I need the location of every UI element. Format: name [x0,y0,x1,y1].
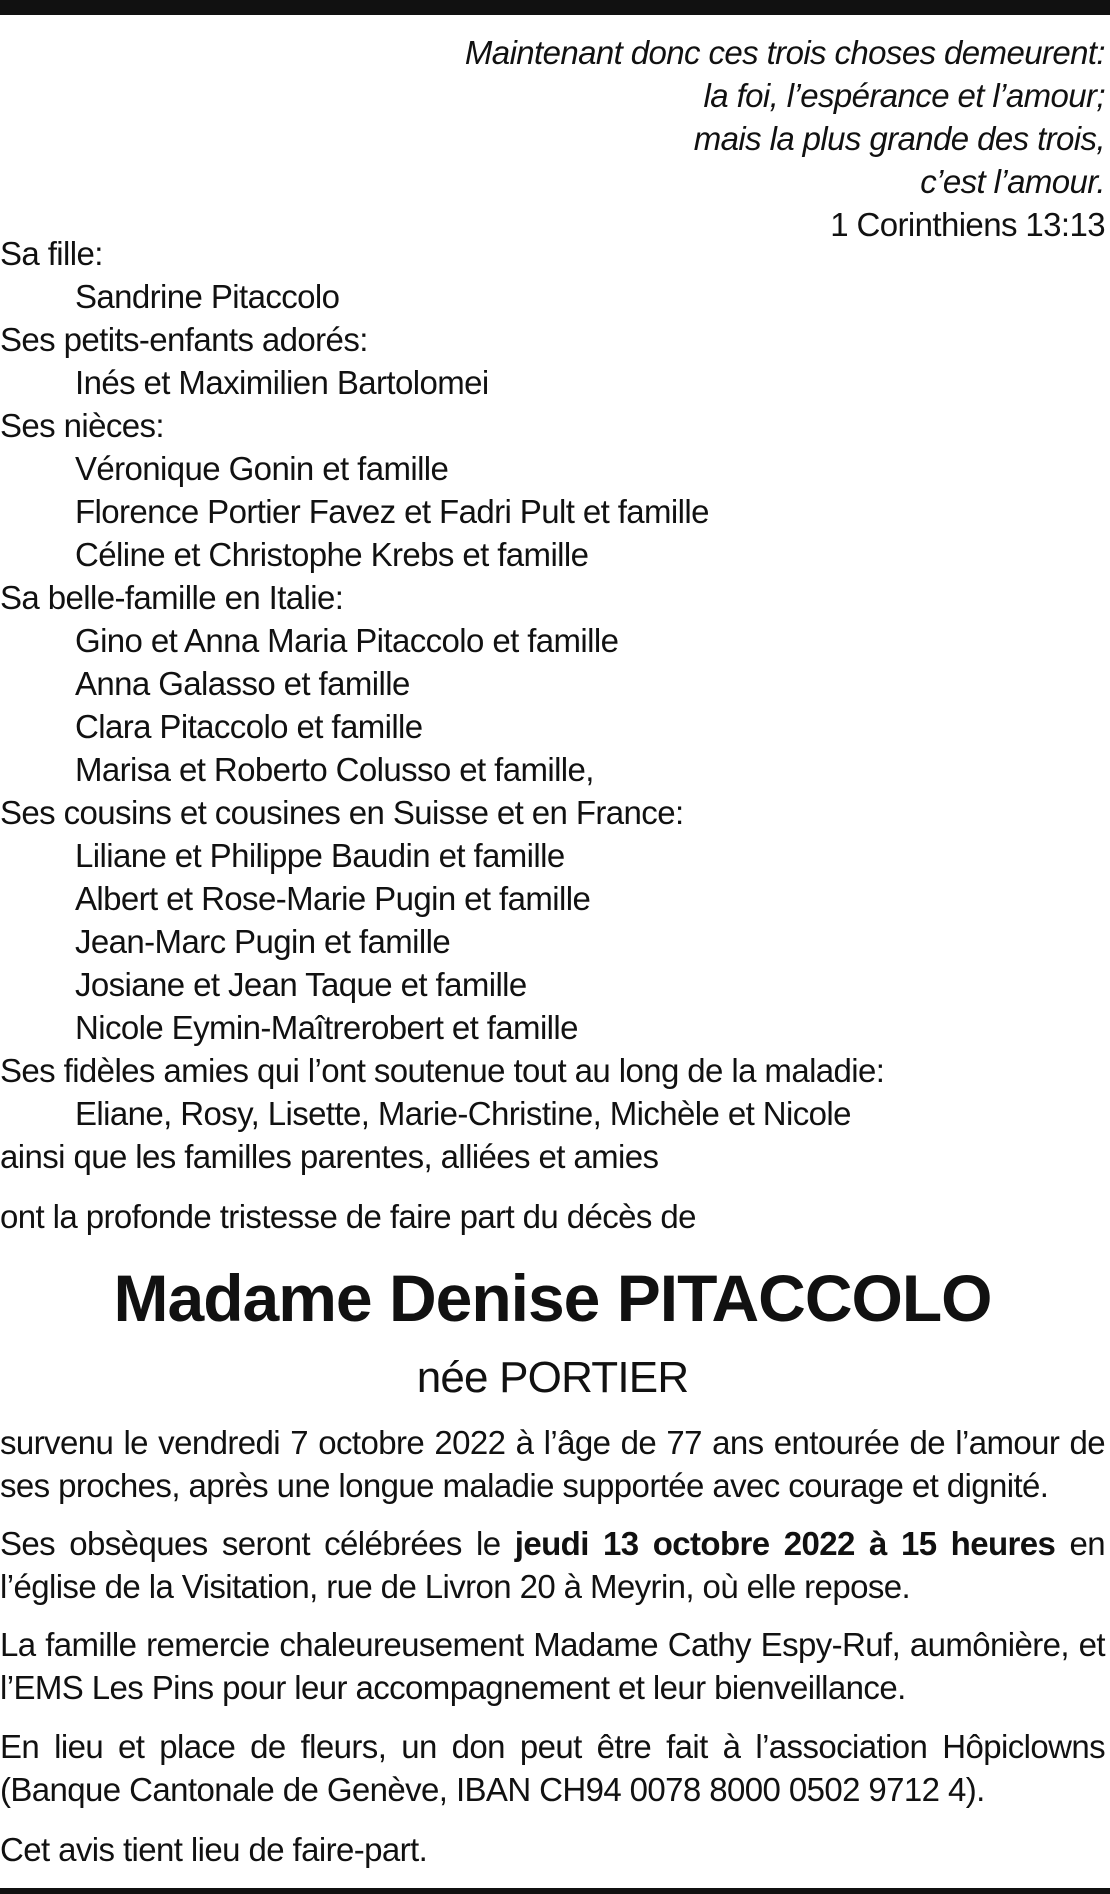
funeral-text-after: en l’église de la Visitation, rue de Livron 20 à Meyrin, où elle repose. [0,1525,1106,1605]
announcement-line: ont la profonde tristesse de faire part du décès de [0,1198,696,1235]
family-member: Véronique Gonin et famille [75,450,449,487]
family-member: Nicole Eymin-Maîtrerobert et famille [75,1009,578,1046]
quote-line: Maintenant donc ces trois choses demeurent: [464,34,1105,71]
donation-paragraph: En lieu et place de fleurs, un don peut être fait à l’association Hôpiclowns (Banque Cantonale de Genève, IBAN CH94 0078 8000 0502 9712 4). [0,1728,1105,1808]
family-group-heading: Ses fidèles amies qui l’ont soutenue tout au long de la maladie: [0,1052,885,1089]
family-list [0,232,1105,1178]
family-member: Josiane et Jean Taque et famille [75,966,527,1003]
funeral-paragraph [0,1522,1105,1608]
quote-line: mais la plus grande des trois, [693,120,1105,157]
quote-line: la foi, l’espérance et l’amour; [703,77,1105,114]
funeral-text-before: Ses obsèques seront célébrées le [0,1525,515,1562]
quote-line: c’est l’amour. [920,163,1105,200]
family-group-heading: Sa belle-famille en Italie: [0,579,344,616]
family-member: Sandrine Pitaccolo [75,278,340,315]
closing-line: Cet avis tient lieu de faire-part. [0,1831,428,1868]
bible-quote [205,31,1105,246]
family-member: Marisa et Roberto Colusso et famille, [75,751,594,788]
bottom-border-rule [0,1888,1110,1894]
maiden-name: née PORTIER [416,1353,689,1402]
quote-reference: 1 Corinthiens 13:13 [830,206,1105,243]
family-member: Inés et Maximilien Bartolomei [75,364,489,401]
family-group-heading: Ses nièces: [0,407,164,444]
family-member: Eliane, Rosy, Lisette, Marie-Christine, Michèle et Nicole [75,1095,851,1132]
family-member: Florence Portier Favez et Fadri Pult et famille [75,493,709,530]
family-group-heading: Ses cousins et cousines en Suisse et en France: [0,794,684,831]
family-member: Céline et Christophe Krebs et famille [75,536,589,573]
family-member: Liliane et Philippe Baudin et famille [75,837,565,874]
family-member: Gino et Anna Maria Pitaccolo et famille [75,622,619,659]
family-member: Anna Galasso et famille [75,665,410,702]
death-paragraph: survenu le vendredi 7 octobre 2022 à l’âge de 77 ans entourée de l’amour de ses proches, après une longue maladie supportée avec courage et dignité. [0,1424,1105,1504]
family-closing-line: ainsi que les familles parentes, alliées et amies [0,1138,659,1175]
deceased-name: Madame Denise PITACCOLO [113,1261,992,1335]
family-group-heading: Sa fille: [0,235,103,272]
family-member: Clara Pitaccolo et famille [75,708,423,745]
funeral-date-time: jeudi 13 octobre 2022 à 15 heures [514,1525,1056,1562]
family-group-heading: Ses petits-enfants adorés: [0,321,368,358]
family-member: Albert et Rose-Marie Pugin et famille [75,880,591,917]
thanks-paragraph: La famille remercie chaleureusement Madame Cathy Espy-Ruf, aumônière, et l’EMS Les Pins pour leur accompagnement et leur bienveillance. [0,1626,1105,1706]
family-member: Jean-Marc Pugin et famille [75,923,451,960]
